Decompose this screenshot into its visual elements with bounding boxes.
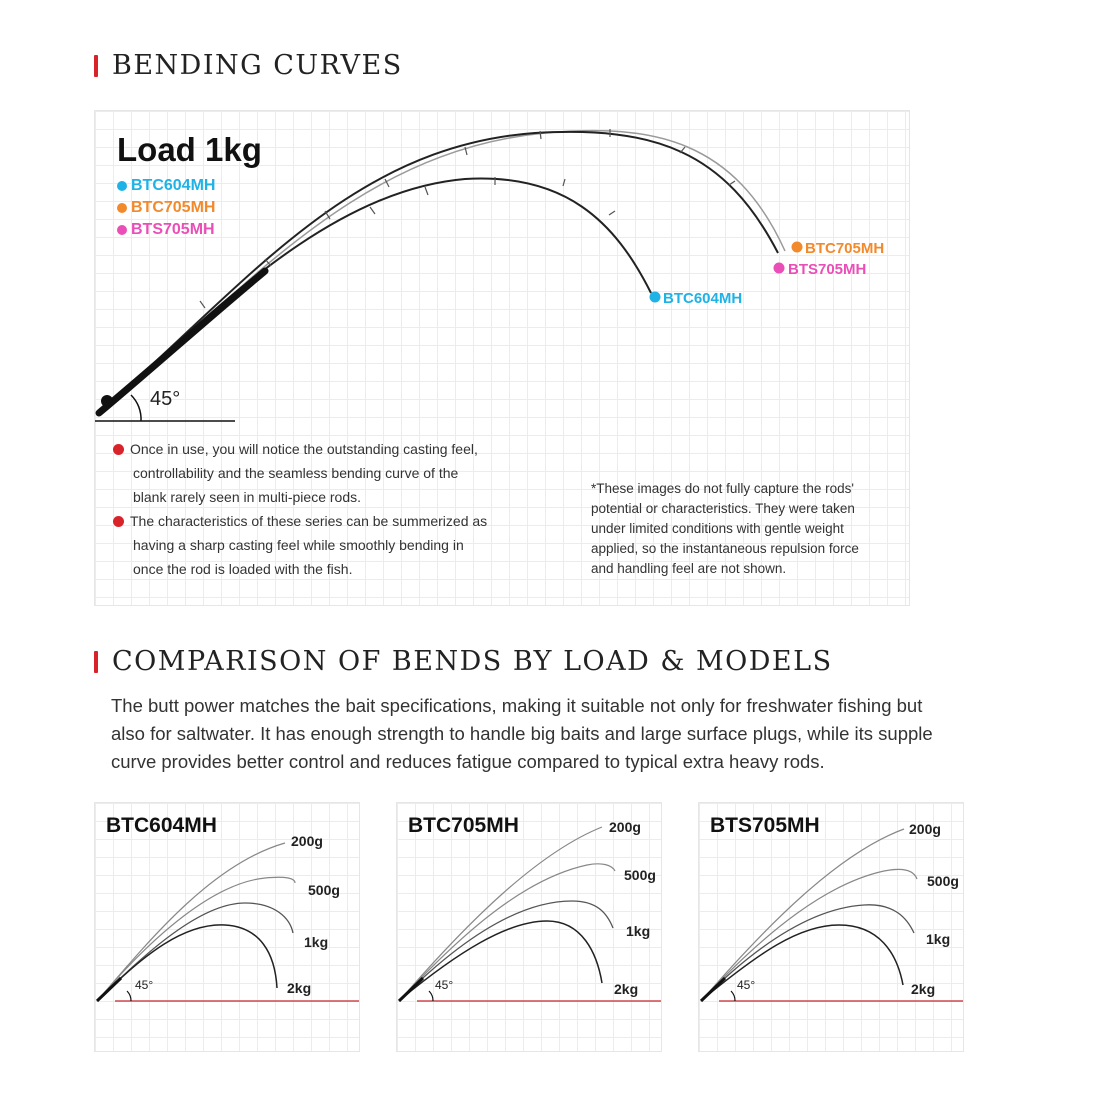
note-line: under limited conditions with gentle weight	[591, 521, 844, 536]
intro-line: The butt power matches the bait specifications, making it suitable not only for freshwater fishing but	[111, 695, 923, 716]
load-title: Load 1kg	[117, 131, 262, 168]
note-line: potential or characteristics. They were taken	[591, 501, 855, 516]
legend-label: BTS705MH	[131, 221, 215, 238]
load-label-2kg: 2kg	[911, 981, 936, 997]
card-angle-label: 45°	[435, 978, 454, 992]
section-header-comparison	[94, 646, 833, 677]
bend-card-btc604mh	[94, 802, 360, 1052]
load-label-500g: 500g	[308, 882, 340, 898]
card-angle-arc	[731, 991, 735, 1001]
load-label-500g: 500g	[927, 873, 959, 889]
bullet-line: blank rarely seen in multi-piece rods.	[133, 489, 361, 505]
card-rod-butt	[399, 978, 423, 1001]
intro-line: curve provides better control and reduces fatigue compared to typical extra heavy rods.	[111, 751, 825, 772]
section-header-bending-curves	[94, 50, 403, 81]
bullet-dot-icon	[113, 444, 124, 455]
card-title: BTC705MH	[408, 814, 519, 837]
card-title: BTC604MH	[106, 814, 217, 837]
end-dot-btc705mh	[792, 242, 803, 253]
load-label-1kg: 1kg	[304, 934, 329, 950]
section-accent-bar	[94, 55, 98, 77]
legend-item-btc705mh	[117, 197, 215, 219]
load-label-2kg: 2kg	[287, 980, 312, 996]
end-label-bts705mh: BTS705MH	[788, 261, 867, 278]
rod-curve-btc705mh	[103, 132, 778, 409]
card-angle-arc	[127, 991, 131, 1001]
rod-butt-section	[99, 271, 265, 413]
reel-seat-icon	[101, 395, 113, 407]
curve-500g	[99, 877, 295, 999]
note-line: *These images do not fully capture the rods'	[591, 481, 854, 496]
card-rod-butt	[701, 978, 725, 1001]
card-title: BTS705MH	[710, 814, 820, 837]
load-label-500g: 500g	[624, 867, 656, 883]
bend-card-bts705mh	[698, 802, 964, 1052]
card-diagram	[699, 803, 963, 1051]
curve-1kg	[401, 901, 613, 999]
curve-1kg	[99, 903, 293, 999]
intro-line: also for saltwater. It has enough strength to handle big baits and large surface plugs, while its supple	[111, 723, 933, 744]
curve-1kg	[703, 905, 914, 999]
angle-label: 45°	[150, 388, 181, 410]
note-line: applied, so the instantaneous repulsion force	[591, 541, 859, 556]
bullet-line: controllability and the seamless bending curve of the	[133, 465, 459, 481]
bullet-line: having a sharp casting feel while smoothly bending in	[133, 537, 464, 553]
load-label-200g: 200g	[291, 833, 323, 849]
curve-2kg	[703, 925, 903, 999]
legend-dot	[117, 203, 127, 213]
legend-label: BTC705MH	[131, 199, 216, 216]
note-line: and handling feel are not shown.	[591, 561, 787, 576]
bending-curve-panel	[94, 110, 910, 606]
legend	[117, 175, 215, 241]
card-angle-arc	[429, 991, 433, 1001]
curve-500g	[401, 864, 615, 999]
load-label-1kg: 1kg	[626, 923, 651, 939]
load-label-200g: 200g	[909, 821, 941, 837]
end-dot-bts705mh	[774, 263, 785, 274]
card-angle-label: 45°	[737, 978, 756, 992]
end-label-btc604mh: BTC604MH	[663, 290, 743, 307]
bullet-line: Once in use, you will notice the outstanding casting feel,	[130, 441, 478, 457]
bend-card-btc705mh	[396, 802, 662, 1052]
legend-dot	[117, 225, 127, 235]
load-label-2kg: 2kg	[614, 981, 639, 997]
angle-arc	[131, 395, 141, 421]
curve-2kg	[99, 925, 277, 999]
card-diagram	[95, 803, 359, 1051]
legend-item-bts705mh	[117, 219, 215, 241]
section-accent-bar	[94, 651, 98, 673]
curve-200g	[703, 829, 904, 999]
feature-bullets	[113, 437, 553, 581]
section-title: COMPARISON OF BENDS BY LOAD & MODELS	[112, 646, 833, 677]
legend-label: BTC604MH	[131, 177, 216, 194]
end-label-btc705mh: BTC705MH	[805, 240, 885, 257]
load-label-200g: 200g	[609, 819, 641, 835]
card-diagram	[397, 803, 661, 1051]
end-dot-btc604mh	[650, 292, 661, 303]
legend-item-btc604mh	[117, 175, 215, 197]
bullet-item	[113, 509, 553, 581]
section-title: BENDING CURVES	[112, 50, 403, 81]
rod-guides	[200, 129, 735, 308]
disclaimer-note	[591, 479, 901, 579]
bullet-item	[113, 437, 553, 509]
bullet-dot-icon	[113, 516, 124, 527]
legend-dot	[117, 181, 127, 191]
bullet-line: once the rod is loaded with the fish.	[133, 561, 353, 577]
curve-200g	[401, 827, 602, 999]
load-label-1kg: 1kg	[926, 931, 951, 947]
curve-2kg	[401, 921, 602, 999]
intro-paragraph	[111, 692, 1031, 776]
bullet-line: The characteristics of these series can be summerized as	[130, 513, 488, 529]
card-angle-label: 45°	[135, 978, 154, 992]
rod-curve-bts705mh	[103, 131, 785, 409]
card-rod-butt	[97, 978, 121, 1001]
